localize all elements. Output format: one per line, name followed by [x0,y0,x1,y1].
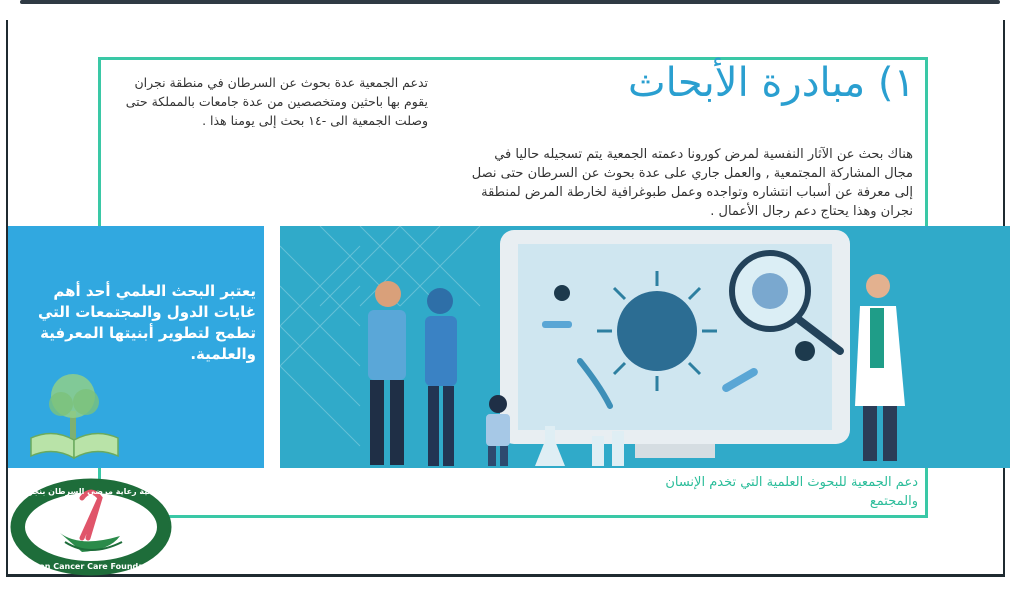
bacteria-icon [542,321,572,328]
particle-icon [795,341,815,361]
logo-english-name: Najran Cancer Care Foundation [20,562,162,571]
research-illustration [280,226,1010,468]
particle-icon [554,285,570,301]
top-edge [20,0,1000,4]
intro-paragraph: تدعم الجمعية عدة بحوث عن السرطان في منطقة نجران يقوم بها باحثين ومتخصصين من عدة جامعات بالمملكة حتى وصلت الجمعية الى -١٤ بحث إلى يومنا هذا . [125,75,428,128]
book-tree-icon [26,366,126,461]
side-panel [8,226,264,468]
foundation-logo [10,478,172,576]
illustration-caption: دعم الجمعية للبحوث العلمية التي تخدم الإنسان والمجتمع [665,475,918,509]
side-panel-text: يعتبر البحث العلمي أحد أهم غايات الدول والمجتمعات التي تطمح لتطوير أبنيتها المعرفية والعلمية. [37,282,256,363]
page-title: ١) مبادرة الأبحاث [627,60,915,106]
logo-arabic-name: جمعية رعاية مرضى السرطان بنجران [18,487,164,496]
main-paragraph: هناك بحث عن الآثار النفسية لمرض كورونا دعمته الجمعية يتم تسجيله حاليا في مجال المشاركة المجتمعية , والعمل جاري على عدة بحوث عن السرطان حتى نصل إلى معرفة عن أسباب انتشاره وتواجده وعمل طبوغرافية لخارطة المرض لمنطقة نجران وهذا يحتاج دعم رجال الأعمال . [471,147,913,219]
